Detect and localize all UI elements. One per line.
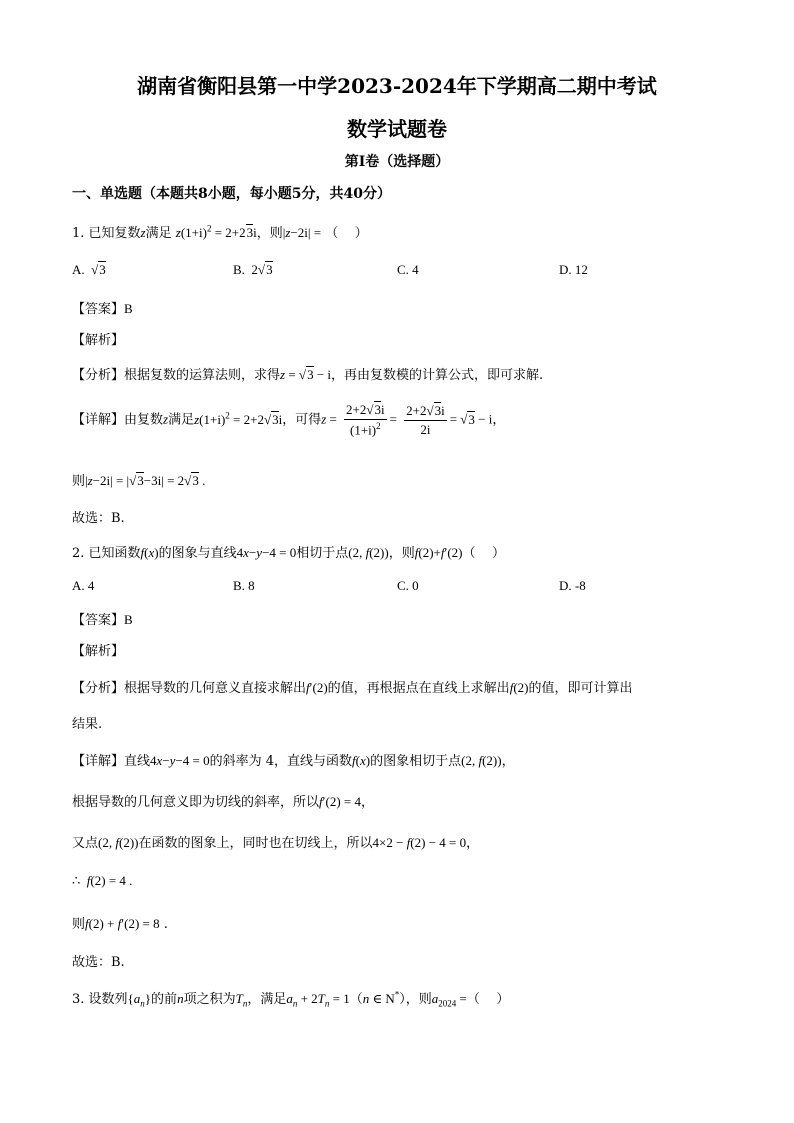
section-heading: 一、单选题（本题共8小题，每小题5分，共40分） [72, 186, 391, 202]
q2-fenxi-1: 【分析】根据导数的几何意义直接求解出f′(2)的值，再根据点在直线上求解出f(2)的值，即可计算出 [72, 680, 633, 696]
q1-answer: 【答案】B [72, 301, 133, 317]
q2-detail-1: 【详解】直线4x−y−4 = 0的斜率为 4，直线与函数f(x)的图象相切于点(2, f(2))， [72, 753, 515, 769]
q2-answer: 【答案】B [72, 612, 133, 628]
q1-stem-then: ，则 [256, 226, 283, 241]
q2-stem: 2. 已知函数f(x)的图象与直线4x−y−4 = 0相切于点(2, f(2))，则f(2)+f′(2)（ ） [72, 545, 506, 561]
q1-fenxi: 【分析】根据复数的运算法则，求得z = √3 − i，再由复数模的计算公式，即可求解. [72, 367, 544, 383]
q1-stem-equation: $z(1+i)^2 = 2+23i$ [175, 223, 257, 240]
exam-subtitle: 数学试题卷 [347, 117, 447, 141]
q2-detail-5: 则f(2) + f′(2) = 8 . [72, 916, 168, 932]
q3-stem: 3. 设数列$\{a_n\}$的前n项之积为$T_n$，满足$a_n + 2T_n = 1(n$ ∈ N*），则$a_{2024}$ =（ ） [72, 989, 510, 1009]
q1-option-d: D. 12 [559, 262, 588, 277]
q1-paren: （ ） [325, 226, 368, 241]
q1-detail-2: 则|z−2i| = |√3−3i| = 2√3 . [72, 473, 206, 488]
q1-stem-abs: |z−2i| = [282, 225, 322, 240]
exam-title: 湖南省衡阳县第一中学2023-2024年下学期高二期中考试 [137, 74, 657, 98]
q1-detail-1: 【详解】由复数z满足$z(1+i)^2 = 2+2√3i$，可得z = $\frac{2+2√3i}{(1+i)^2}$ = $\frac{2+2√3i}{2i}$ = √3 − i， [72, 402, 506, 438]
q1-option-a: A. √3 [72, 262, 106, 277]
q1-conclusion: 故选：B. [72, 511, 125, 526]
q2-analysis-label: 【解析】 [72, 644, 125, 659]
q2-option-b: B. 8 [233, 578, 255, 593]
q1-stem-prefix: 1. 已知复数 [72, 226, 141, 241]
q1-stem [72, 222, 368, 241]
q1-option-b: B. 2√3 [233, 262, 273, 277]
q2-detail-2: 根据导数的几何意义即为切线的斜率，所以f′(2) = 4， [72, 794, 374, 810]
q2-conclusion: 故选：B. [72, 955, 125, 970]
q1-option-c: C. 4 [397, 262, 419, 277]
q1-stem-var: z [140, 225, 146, 240]
q1-stem-mid: 满足 [145, 226, 172, 241]
q2-option-a: A. 4 [72, 578, 95, 593]
q2-fenxi-2: 结果. [72, 717, 103, 732]
q2-option-d: D. -8 [559, 578, 586, 593]
q2-detail-3: 又点(2, f(2))在函数的图象上，同时也在切线上，所以4×2 − f(2) − 4 = 0， [72, 835, 480, 851]
q2-detail-4: ∴ f(2) = 4 . [72, 873, 133, 888]
part-heading: 第Ⅰ卷（选择题） [344, 154, 450, 170]
q1-analysis-label: 【解析】 [72, 333, 125, 348]
q2-option-c: C. 0 [397, 578, 419, 593]
